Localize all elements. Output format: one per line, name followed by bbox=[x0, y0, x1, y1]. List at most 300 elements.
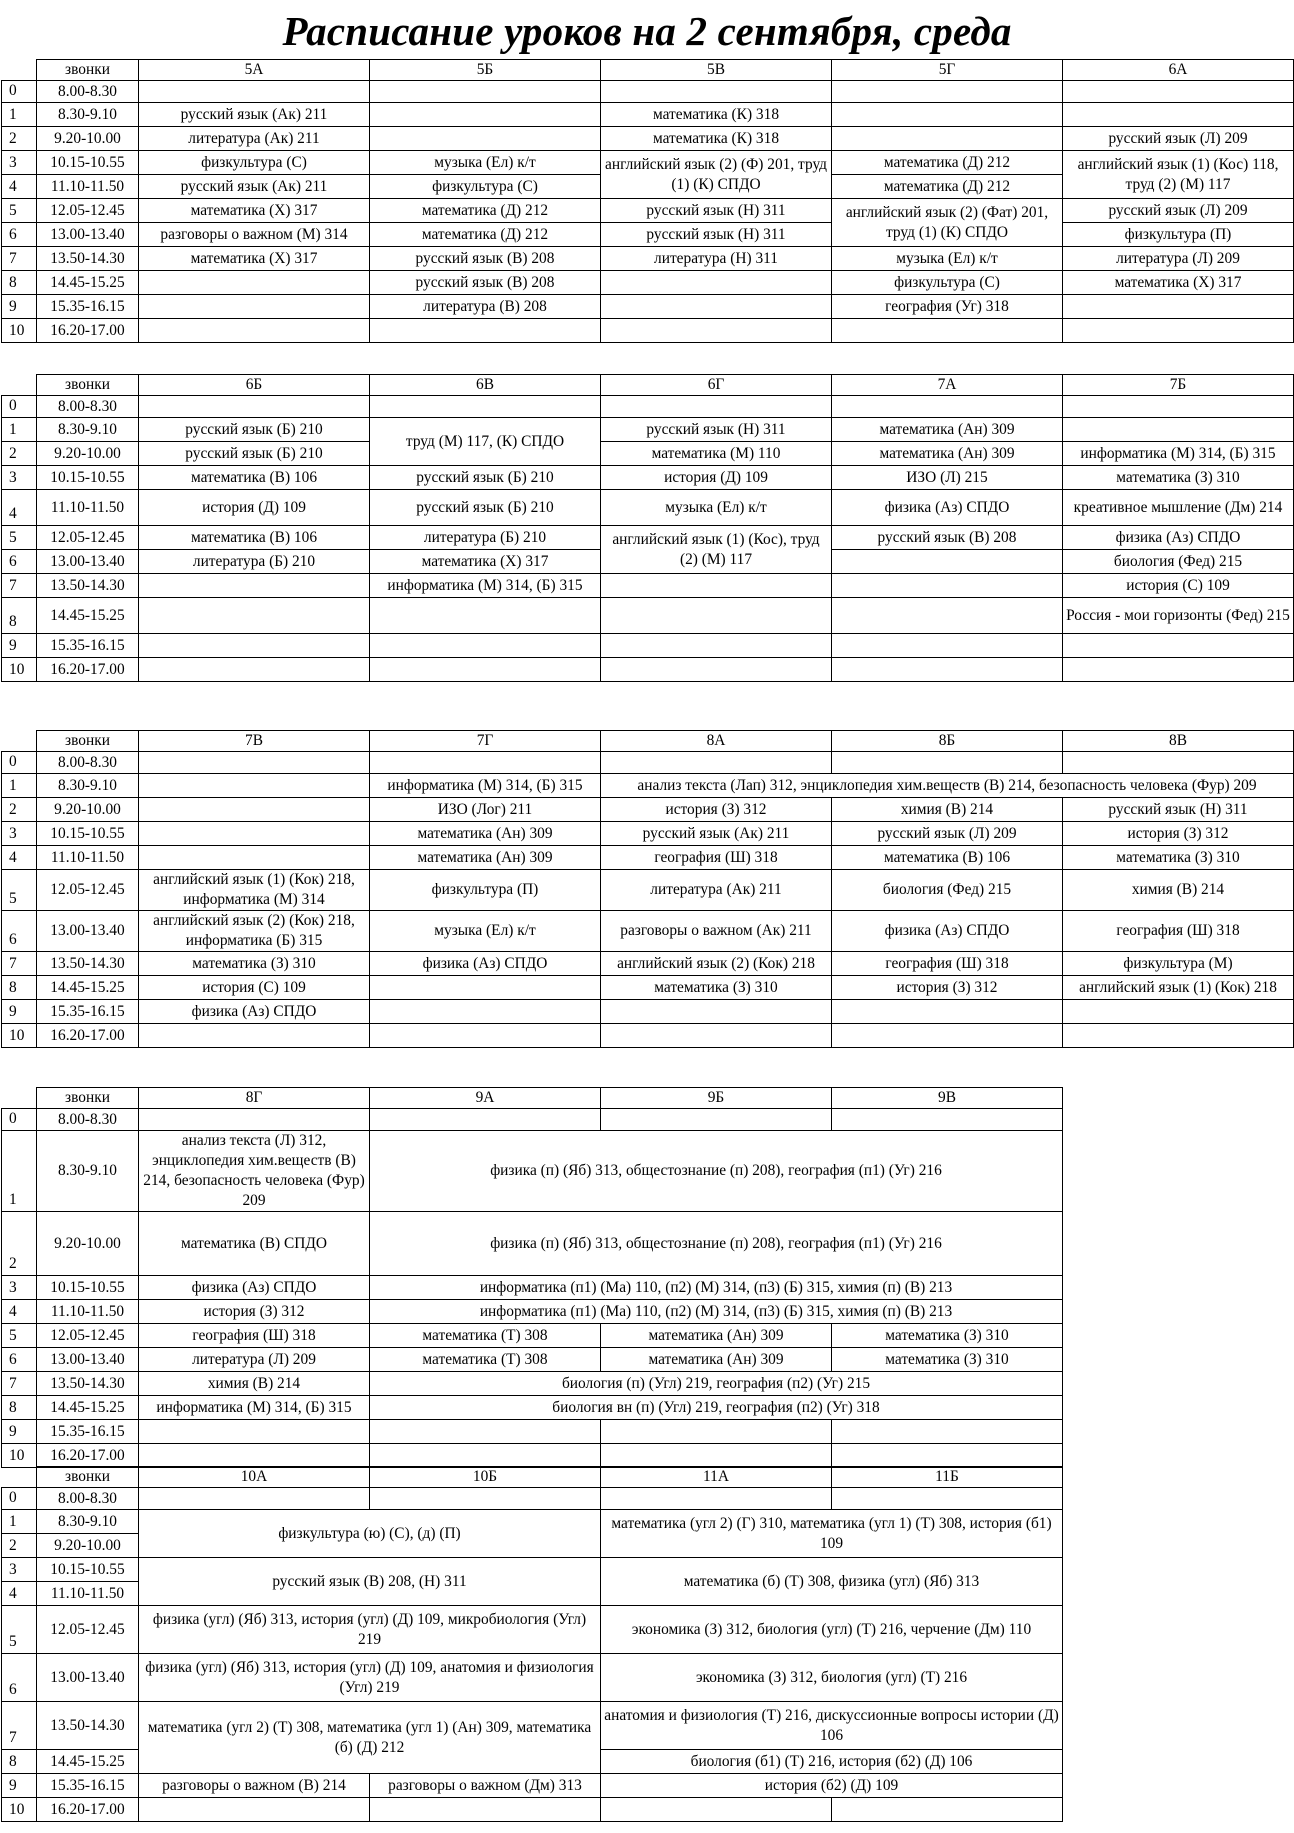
lesson-cell: русский язык (В) 208 bbox=[832, 526, 1063, 550]
bell-time: 14.45-15.25 bbox=[37, 976, 139, 1000]
lesson-number: 3 bbox=[2, 1558, 37, 1582]
lesson-cell bbox=[832, 1798, 1063, 1822]
lesson-row bbox=[2, 490, 1294, 526]
lesson-row bbox=[2, 870, 1294, 911]
bell-time: 13.00-13.40 bbox=[37, 1654, 139, 1702]
lesson-number: 3 bbox=[2, 822, 37, 846]
lesson-cell: математика (З) 310 bbox=[601, 976, 832, 1000]
lesson-row bbox=[2, 598, 1294, 634]
lesson-cell: химия (В) 214 bbox=[832, 798, 1063, 822]
lesson-number: 7 bbox=[2, 952, 37, 976]
lesson-cell: физкультура (М) bbox=[1063, 952, 1294, 976]
filler-cell bbox=[1063, 1798, 1294, 1822]
lesson-cell: история (Д) 109 bbox=[139, 490, 370, 526]
lesson-cell: информатика (п1) (Ма) 110, (п2) (М) 314, (п3) (Б) 315, химия (п) (В) 213 bbox=[370, 1300, 1063, 1324]
lesson-cell: анализ текста (Л) 312, энциклопедия хим.веществ (В) 214, безопасность человека (Фур) 209 bbox=[139, 1131, 370, 1212]
lesson-number: 7 bbox=[2, 1372, 37, 1396]
lesson-cell: история (С) 109 bbox=[1063, 574, 1294, 598]
bell-time: 9.20-10.00 bbox=[37, 1534, 139, 1558]
lesson-cell bbox=[601, 634, 832, 658]
lesson-row bbox=[2, 1420, 1294, 1444]
lesson-cell: биология (Фед) 215 bbox=[832, 870, 1063, 911]
lesson-number: 1 bbox=[2, 103, 37, 127]
lesson-row bbox=[2, 223, 1294, 247]
filler-cell bbox=[1063, 1420, 1294, 1444]
lesson-cell bbox=[139, 1488, 370, 1510]
lesson-cell: информатика (М) 314, (Б) 315 bbox=[139, 1396, 370, 1420]
lesson-number: 10 bbox=[2, 319, 37, 343]
filler-cell bbox=[1063, 1372, 1294, 1396]
lesson-cell: физика (Аз) СПДО bbox=[832, 911, 1063, 952]
lesson-row bbox=[2, 1444, 1294, 1468]
lesson-cell: литература (В) 208 bbox=[370, 295, 601, 319]
lesson-number: 4 bbox=[2, 1582, 37, 1606]
filler-cell bbox=[1063, 1654, 1294, 1702]
lesson-cell bbox=[370, 976, 601, 1000]
lesson-cell bbox=[1063, 658, 1294, 682]
bell-time: 14.45-15.25 bbox=[37, 1750, 139, 1774]
lesson-number: 2 bbox=[2, 1212, 37, 1276]
lesson-cell: физика (Аз) СПДО bbox=[1063, 526, 1294, 550]
lesson-cell bbox=[139, 319, 370, 343]
lesson-number: 5 bbox=[2, 526, 37, 550]
bell-time: 12.05-12.45 bbox=[37, 1324, 139, 1348]
lesson-cell: разговоры о важном (Дм) 313 bbox=[370, 1774, 601, 1798]
lesson-cell: английский язык (1) (Кок) 218, информатика (М) 314 bbox=[139, 870, 370, 911]
lesson-cell: труд (М) 117, (К) СПДО bbox=[370, 418, 601, 466]
lesson-cell bbox=[601, 396, 832, 418]
lesson-cell: разговоры о важном (Ак) 211 bbox=[601, 911, 832, 952]
lesson-cell bbox=[139, 798, 370, 822]
lesson-cell: английский язык (1) (Кок) 218 bbox=[1063, 976, 1294, 1000]
lesson-cell: история (З) 312 bbox=[139, 1300, 370, 1324]
lesson-cell: литература (Н) 311 bbox=[601, 247, 832, 271]
lesson-row bbox=[2, 774, 1294, 798]
lesson-cell bbox=[139, 1444, 370, 1468]
bell-time: 13.50-14.30 bbox=[37, 952, 139, 976]
lesson-cell bbox=[370, 752, 601, 774]
header-corner bbox=[2, 60, 37, 81]
lesson-cell: русский язык (Н) 311 bbox=[601, 199, 832, 223]
lesson-cell bbox=[370, 658, 601, 682]
lesson-row bbox=[2, 1774, 1294, 1798]
lesson-row bbox=[2, 952, 1294, 976]
class-header: 8Б bbox=[832, 731, 1063, 752]
lesson-cell bbox=[139, 1024, 370, 1048]
class-header: 6Б bbox=[139, 375, 370, 396]
lesson-number: 2 bbox=[2, 127, 37, 151]
lesson-number: 8 bbox=[2, 976, 37, 1000]
lesson-cell bbox=[601, 658, 832, 682]
lesson-row bbox=[2, 127, 1294, 151]
lesson-row bbox=[2, 846, 1294, 870]
lesson-number: 4 bbox=[2, 1300, 37, 1324]
lesson-number: 4 bbox=[2, 490, 37, 526]
lesson-cell: разговоры о важном (В) 214 bbox=[139, 1774, 370, 1798]
lesson-cell bbox=[139, 774, 370, 798]
lesson-cell: география (Ш) 318 bbox=[1063, 911, 1294, 952]
header-corner bbox=[2, 731, 37, 752]
lesson-row bbox=[2, 396, 1294, 418]
lesson-number: 5 bbox=[2, 1606, 37, 1654]
bell-time: 8.30-9.10 bbox=[37, 1510, 139, 1534]
bell-time: 13.00-13.40 bbox=[37, 911, 139, 952]
class-header: 10Б bbox=[370, 1467, 601, 1488]
lesson-number: 10 bbox=[2, 1444, 37, 1468]
lesson-cell: анализ текста (Лап) 312, энциклопедия хим.веществ (В) 214, безопасность человека (Фур) 209 bbox=[601, 774, 1294, 798]
lesson-cell bbox=[832, 658, 1063, 682]
bell-time: 13.50-14.30 bbox=[37, 1372, 139, 1396]
lesson-cell: география (Ш) 318 bbox=[139, 1324, 370, 1348]
lesson-cell bbox=[139, 1798, 370, 1822]
lesson-cell: физкультура (С) bbox=[370, 175, 601, 199]
lesson-cell bbox=[1063, 1000, 1294, 1024]
lesson-cell bbox=[1063, 103, 1294, 127]
lesson-cell bbox=[832, 103, 1063, 127]
bell-time: 9.20-10.00 bbox=[37, 798, 139, 822]
bells-header: звонки bbox=[37, 1467, 139, 1488]
lesson-cell bbox=[601, 1488, 832, 1510]
bell-time: 16.20-17.00 bbox=[37, 1798, 139, 1822]
lesson-cell: математика (М) 110 bbox=[601, 442, 832, 466]
lesson-number: 0 bbox=[2, 1488, 37, 1510]
lesson-cell bbox=[832, 1109, 1063, 1131]
lesson-cell bbox=[832, 1444, 1063, 1468]
class-header: 5А bbox=[139, 60, 370, 81]
lesson-cell bbox=[832, 1024, 1063, 1048]
lesson-cell bbox=[1063, 295, 1294, 319]
bells-header: звонки bbox=[37, 375, 139, 396]
bell-time: 9.20-10.00 bbox=[37, 1212, 139, 1276]
lesson-cell bbox=[370, 1109, 601, 1131]
lesson-cell bbox=[139, 396, 370, 418]
lesson-cell bbox=[1063, 634, 1294, 658]
lesson-cell: география (Уг) 318 bbox=[832, 295, 1063, 319]
filler-cell bbox=[1063, 1582, 1294, 1606]
lesson-cell: история (З) 312 bbox=[1063, 822, 1294, 846]
lesson-number: 5 bbox=[2, 1324, 37, 1348]
schedule-block bbox=[1, 1087, 1294, 1468]
bell-time: 8.00-8.30 bbox=[37, 752, 139, 774]
bell-time: 12.05-12.45 bbox=[37, 199, 139, 223]
lesson-number: 8 bbox=[2, 598, 37, 634]
lesson-cell: русский язык (Н) 311 bbox=[601, 223, 832, 247]
lesson-row bbox=[2, 1396, 1294, 1420]
lesson-number: 6 bbox=[2, 911, 37, 952]
lesson-row bbox=[2, 1109, 1294, 1131]
class-header: 8А bbox=[601, 731, 832, 752]
lesson-cell bbox=[1063, 1024, 1294, 1048]
bell-time: 13.50-14.30 bbox=[37, 574, 139, 598]
class-header: 5Г bbox=[832, 60, 1063, 81]
lesson-cell bbox=[139, 81, 370, 103]
lesson-cell: математика (Д) 212 bbox=[832, 151, 1063, 175]
class-header: 5Б bbox=[370, 60, 601, 81]
lesson-cell: математика (Х) 317 bbox=[139, 199, 370, 223]
class-header: 7А bbox=[832, 375, 1063, 396]
lesson-cell bbox=[601, 81, 832, 103]
lesson-row bbox=[2, 199, 1294, 223]
schedule-block bbox=[1, 374, 1294, 682]
lesson-row bbox=[2, 1024, 1294, 1048]
lesson-number: 4 bbox=[2, 846, 37, 870]
bell-time: 13.00-13.40 bbox=[37, 223, 139, 247]
lesson-number: 3 bbox=[2, 151, 37, 175]
lesson-cell: математика (К) 318 bbox=[601, 127, 832, 151]
lesson-row bbox=[2, 1372, 1294, 1396]
lesson-number: 0 bbox=[2, 81, 37, 103]
lesson-cell bbox=[601, 295, 832, 319]
bell-time: 11.10-11.50 bbox=[37, 175, 139, 199]
filler-cell bbox=[1063, 1300, 1294, 1324]
lesson-cell: физика (угл) (Яб) 313, история (угл) (Д) 109, анатомия и физиология (Угл) 219 bbox=[139, 1654, 601, 1702]
bells-header: звонки bbox=[37, 1088, 139, 1109]
lesson-cell: информатика (М) 314, (Б) 315 bbox=[1063, 442, 1294, 466]
lesson-number: 6 bbox=[2, 1348, 37, 1372]
lesson-cell bbox=[601, 752, 832, 774]
lesson-cell: физкультура (ю) (С), (д) (П) bbox=[139, 1510, 601, 1558]
bell-time: 15.35-16.15 bbox=[37, 1774, 139, 1798]
lesson-cell: физика (п) (Яб) 313, общестознание (п) 208), география (п1) (Уг) 216 bbox=[370, 1212, 1063, 1276]
lesson-cell: музыка (Ел) к/т bbox=[370, 151, 601, 175]
lesson-number: 0 bbox=[2, 752, 37, 774]
lesson-number: 2 bbox=[2, 798, 37, 822]
lesson-cell: биология вн (п) (Угл) 219, география (п2) (Уг) 318 bbox=[370, 1396, 1063, 1420]
class-header: 9В bbox=[832, 1088, 1063, 1109]
lesson-cell: английский язык (2) (Ф) 201, труд (1) (К) СПДО bbox=[601, 151, 832, 199]
lesson-cell bbox=[832, 752, 1063, 774]
lesson-number: 4 bbox=[2, 175, 37, 199]
lesson-cell: математика (З) 310 bbox=[832, 1348, 1063, 1372]
filler-cell bbox=[1063, 1088, 1294, 1109]
lesson-row bbox=[2, 634, 1294, 658]
lesson-cell bbox=[601, 1024, 832, 1048]
page-title: Расписание уроков на 2 сентября, среда bbox=[282, 8, 1012, 54]
lesson-number: 0 bbox=[2, 1109, 37, 1131]
class-header: 6В bbox=[370, 375, 601, 396]
lesson-cell bbox=[370, 103, 601, 127]
lesson-cell bbox=[370, 634, 601, 658]
lesson-cell: русский язык (Н) 311 bbox=[1063, 798, 1294, 822]
lesson-cell: математика (З) 310 bbox=[1063, 466, 1294, 490]
lesson-cell: математика (К) 318 bbox=[601, 103, 832, 127]
lesson-cell bbox=[370, 598, 601, 634]
lesson-number: 7 bbox=[2, 1702, 37, 1750]
lesson-cell: информатика (М) 314, (Б) 315 bbox=[370, 574, 601, 598]
bell-time: 8.00-8.30 bbox=[37, 1488, 139, 1510]
lesson-cell: музыка (Ел) к/т bbox=[832, 247, 1063, 271]
lesson-cell bbox=[370, 1444, 601, 1468]
bell-time: 15.35-16.15 bbox=[37, 295, 139, 319]
lesson-cell: литература (Б) 210 bbox=[370, 526, 601, 550]
lesson-row bbox=[2, 1606, 1294, 1654]
lesson-cell: математика (Ан) 309 bbox=[832, 442, 1063, 466]
lesson-cell: математика (Ан) 309 bbox=[601, 1324, 832, 1348]
lesson-cell: креативное мышление (Дм) 214 bbox=[1063, 490, 1294, 526]
header-corner bbox=[2, 1088, 37, 1109]
lesson-cell: Россия - мои горизонты (Фед) 215 bbox=[1063, 598, 1294, 634]
bell-time: 8.30-9.10 bbox=[37, 774, 139, 798]
lesson-cell bbox=[832, 598, 1063, 634]
lesson-cell bbox=[139, 846, 370, 870]
lesson-cell bbox=[832, 319, 1063, 343]
lesson-cell bbox=[139, 271, 370, 295]
bell-time: 13.50-14.30 bbox=[37, 1702, 139, 1750]
lesson-cell: математика (Д) 212 bbox=[370, 223, 601, 247]
lesson-number: 8 bbox=[2, 1750, 37, 1774]
bell-time: 9.20-10.00 bbox=[37, 442, 139, 466]
lesson-cell: история (С) 109 bbox=[139, 976, 370, 1000]
lesson-cell: физкультура (П) bbox=[370, 870, 601, 911]
lesson-number: 9 bbox=[2, 1420, 37, 1444]
lesson-number: 7 bbox=[2, 247, 37, 271]
lesson-cell: литература (Л) 209 bbox=[139, 1348, 370, 1372]
lesson-cell: математика (б) (Т) 308, физика (угл) (Яб) 313 bbox=[601, 1558, 1063, 1606]
filler-cell bbox=[1063, 1109, 1294, 1131]
lesson-cell bbox=[370, 1000, 601, 1024]
filler-cell bbox=[1063, 1276, 1294, 1300]
lesson-cell bbox=[832, 81, 1063, 103]
lesson-row bbox=[2, 658, 1294, 682]
lesson-cell: английский язык (1) (Кос), труд (2) (М) 117 bbox=[601, 526, 832, 574]
schedule-block bbox=[1, 59, 1294, 343]
lesson-number: 9 bbox=[2, 295, 37, 319]
bell-time: 10.15-10.55 bbox=[37, 151, 139, 175]
lesson-cell bbox=[139, 598, 370, 634]
lesson-cell: русский язык (В) 208 bbox=[370, 271, 601, 295]
lesson-cell bbox=[1063, 81, 1294, 103]
lesson-cell: физкультура (С) bbox=[832, 271, 1063, 295]
lesson-row bbox=[2, 442, 1294, 466]
lesson-cell bbox=[370, 1420, 601, 1444]
bell-time: 15.35-16.15 bbox=[37, 1420, 139, 1444]
lesson-row bbox=[2, 976, 1294, 1000]
lesson-cell bbox=[601, 598, 832, 634]
lesson-cell bbox=[139, 1109, 370, 1131]
lesson-cell bbox=[139, 658, 370, 682]
lesson-number: 0 bbox=[2, 396, 37, 418]
lesson-cell: химия (В) 214 bbox=[139, 1372, 370, 1396]
filler-cell bbox=[1063, 1606, 1294, 1654]
lesson-cell bbox=[601, 1000, 832, 1024]
lesson-number: 1 bbox=[2, 774, 37, 798]
lesson-cell: анатомия и физиология (Т) 216, дискуссионные вопросы истории (Д) 106 bbox=[601, 1702, 1063, 1750]
bell-time: 13.00-13.40 bbox=[37, 550, 139, 574]
lesson-cell bbox=[832, 396, 1063, 418]
lesson-cell: география (Ш) 318 bbox=[601, 846, 832, 870]
lesson-cell bbox=[370, 81, 601, 103]
lesson-cell bbox=[139, 295, 370, 319]
lesson-cell: русский язык (Б) 210 bbox=[370, 466, 601, 490]
lesson-cell: математика (В) 106 bbox=[139, 466, 370, 490]
bell-time: 16.20-17.00 bbox=[37, 658, 139, 682]
lesson-number: 6 bbox=[2, 223, 37, 247]
lesson-cell bbox=[832, 1000, 1063, 1024]
bell-time: 11.10-11.50 bbox=[37, 1300, 139, 1324]
lesson-cell: русский язык (Б) 210 bbox=[139, 442, 370, 466]
bell-time: 13.00-13.40 bbox=[37, 1348, 139, 1372]
lesson-cell bbox=[370, 1488, 601, 1510]
filler-cell bbox=[1063, 1444, 1294, 1468]
lesson-row bbox=[2, 822, 1294, 846]
lesson-cell: литература (Б) 210 bbox=[139, 550, 370, 574]
class-header: 6Г bbox=[601, 375, 832, 396]
class-header: 9А bbox=[370, 1088, 601, 1109]
lesson-cell: физика (угл) (Яб) 313, история (угл) (Д) 109, микробиология (Угл) 219 bbox=[139, 1606, 601, 1654]
filler-cell bbox=[1063, 1750, 1294, 1774]
lesson-cell bbox=[601, 319, 832, 343]
lesson-cell bbox=[139, 752, 370, 774]
lesson-row bbox=[2, 1558, 1294, 1582]
lesson-row bbox=[2, 1276, 1294, 1300]
class-header: 8Г bbox=[139, 1088, 370, 1109]
lesson-number: 1 bbox=[2, 418, 37, 442]
class-header: 11Б bbox=[832, 1467, 1063, 1488]
lesson-row bbox=[2, 466, 1294, 490]
lesson-number: 5 bbox=[2, 199, 37, 223]
lesson-cell bbox=[139, 574, 370, 598]
lesson-row bbox=[2, 271, 1294, 295]
lesson-row bbox=[2, 1131, 1294, 1212]
lesson-row bbox=[2, 247, 1294, 271]
lesson-cell: русский язык (В) 208 bbox=[370, 247, 601, 271]
lesson-cell: математика (Д) 212 bbox=[832, 175, 1063, 199]
lesson-row bbox=[2, 81, 1294, 103]
lesson-number: 6 bbox=[2, 1654, 37, 1702]
lesson-cell: физкультура (П) bbox=[1063, 223, 1294, 247]
lesson-cell: химия (В) 214 bbox=[1063, 870, 1294, 911]
bell-time: 15.35-16.15 bbox=[37, 1000, 139, 1024]
lesson-cell bbox=[601, 1109, 832, 1131]
lesson-cell: русский язык (Л) 209 bbox=[1063, 127, 1294, 151]
lesson-cell: физкультура (С) bbox=[139, 151, 370, 175]
lesson-number: 10 bbox=[2, 1798, 37, 1822]
bell-time: 12.05-12.45 bbox=[37, 870, 139, 911]
lesson-cell: математика (Х) 317 bbox=[1063, 271, 1294, 295]
bells-header: звонки bbox=[37, 731, 139, 752]
bell-time: 13.50-14.30 bbox=[37, 247, 139, 271]
bell-time: 16.20-17.00 bbox=[37, 1024, 139, 1048]
lesson-cell bbox=[601, 574, 832, 598]
lesson-cell: русский язык (Л) 209 bbox=[832, 822, 1063, 846]
bell-time: 10.15-10.55 bbox=[37, 1558, 139, 1582]
lesson-cell: разговоры о важном (М) 314 bbox=[139, 223, 370, 247]
lesson-cell bbox=[1063, 752, 1294, 774]
lesson-row bbox=[2, 1654, 1294, 1702]
bell-time: 9.20-10.00 bbox=[37, 127, 139, 151]
lesson-cell bbox=[370, 127, 601, 151]
lesson-cell bbox=[139, 1420, 370, 1444]
class-header: 6А bbox=[1063, 60, 1294, 81]
lesson-cell bbox=[832, 574, 1063, 598]
lesson-row bbox=[2, 798, 1294, 822]
lesson-cell bbox=[370, 1024, 601, 1048]
lesson-cell: русский язык (Б) 210 bbox=[370, 490, 601, 526]
bell-time: 12.05-12.45 bbox=[37, 526, 139, 550]
header-corner bbox=[2, 375, 37, 396]
bell-time: 10.15-10.55 bbox=[37, 466, 139, 490]
lesson-cell: русский язык (Б) 210 bbox=[139, 418, 370, 442]
lesson-row bbox=[2, 1348, 1294, 1372]
lesson-row bbox=[2, 418, 1294, 442]
lesson-cell: история (б2) (Д) 109 bbox=[601, 1774, 1063, 1798]
class-header: 10А bbox=[139, 1467, 370, 1488]
lesson-cell: русский язык (Ак) 211 bbox=[139, 175, 370, 199]
filler-cell bbox=[1063, 1534, 1294, 1558]
lesson-row bbox=[2, 1702, 1294, 1750]
lesson-cell bbox=[370, 319, 601, 343]
lesson-cell: математика (Ан) 309 bbox=[832, 418, 1063, 442]
